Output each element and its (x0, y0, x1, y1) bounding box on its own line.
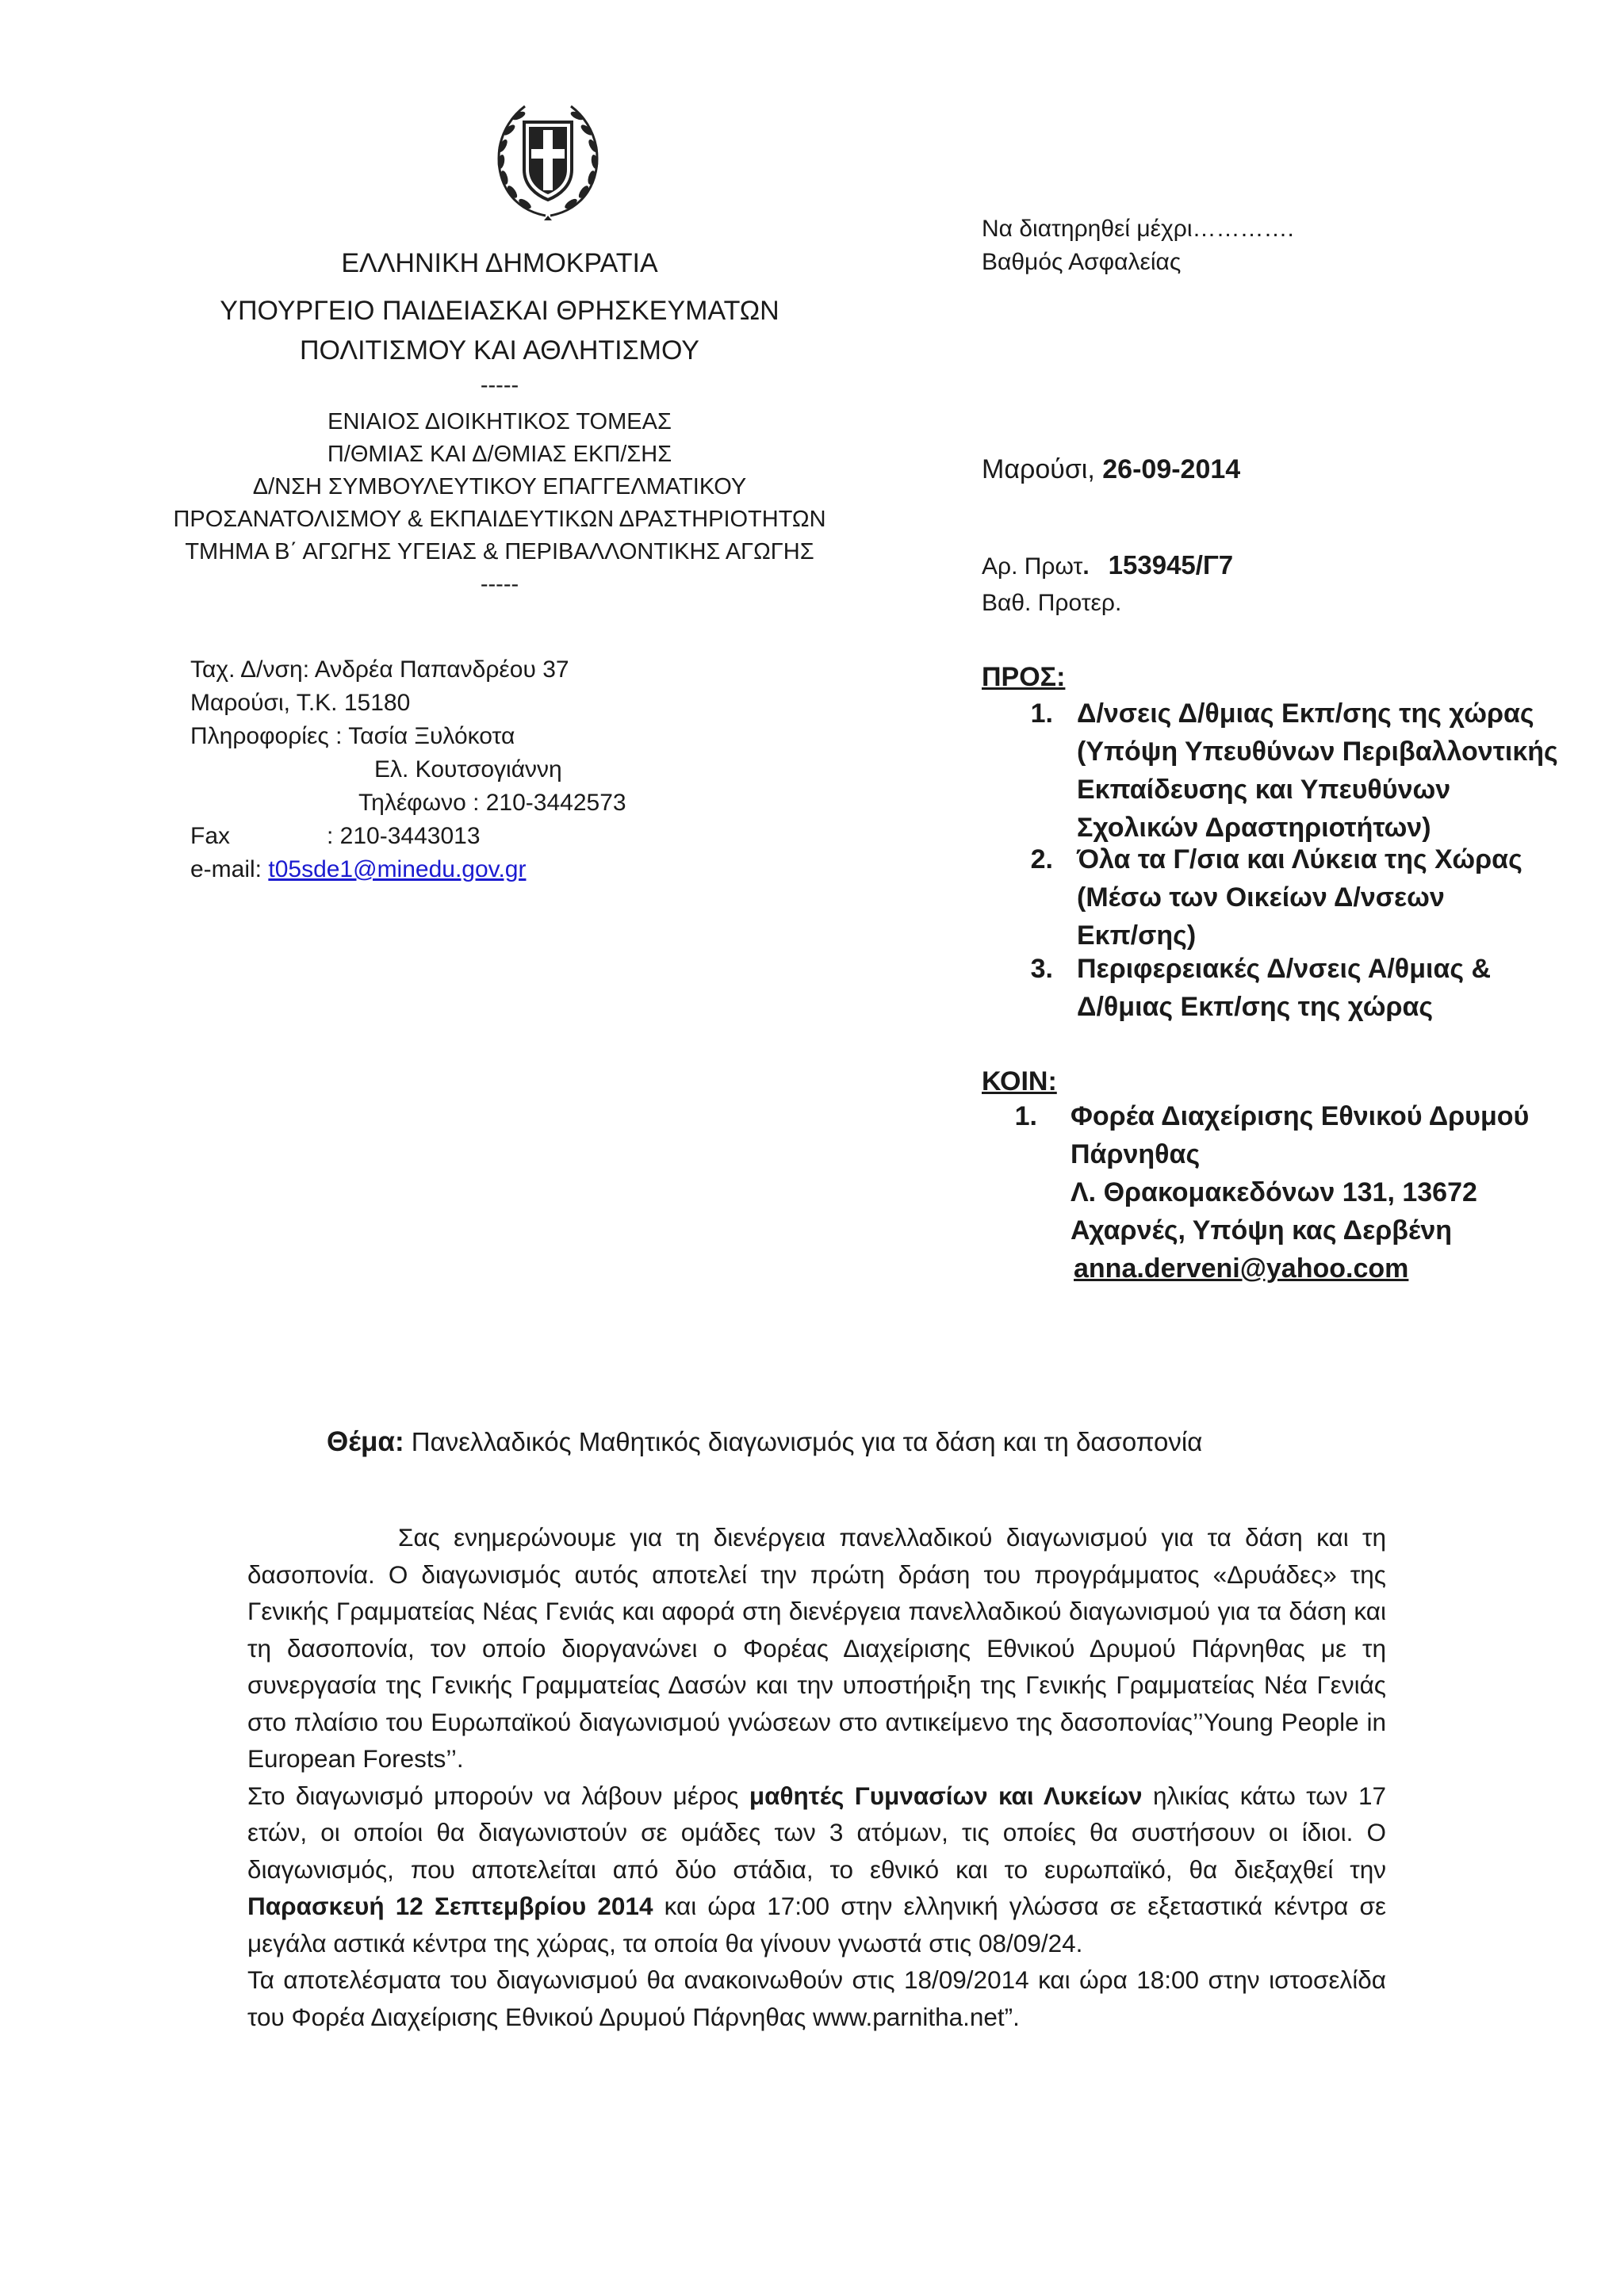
recipient-text (1077, 950, 1592, 1026)
department-line: Π/ΘΜΙΑΣ ΚΑΙ Δ/ΘΜΙΑΣ ΕΚΠ/ΣΗΣ (327, 442, 672, 467)
coat-of-arms-emblem (488, 98, 607, 221)
recipient-line: Όλα τα Γ/σια και Λύκεια της Χώρας (1077, 844, 1522, 874)
recipient-line: Εκπ/σης) (1077, 920, 1197, 951)
coat-of-arms-icon (488, 98, 607, 221)
protocol-dot: . (1082, 553, 1090, 580)
department-line: ΠΡΟΣΑΝΑΤΟΛΙΣΜΟΥ & ΕΚΠΑΙΔΕΥΤΙΚΩΝ ΔΡΑΣΤΗΡΙΟΤΗΤΩΝ (173, 507, 826, 532)
body-text: και ώρα 17:00 στην ελληνική γλώσσα σε εξεταστικά κέντρα σε μεγάλα αστικά κέντρα της χώρας, τα οποία θα γίνουν γνωστά στις 08/09/24. (247, 1892, 1386, 1957)
priority-level: Βαθ. Προτερ. (982, 590, 1122, 616)
ministry-line-2: ΠΟΛΙΤΙΣΜΟΥ ΚΑΙ ΑΘΛΗΤΙΣΜΟΥ (300, 335, 699, 365)
recipient-number: 3. (1030, 954, 1053, 984)
recipient-line: (Μέσω των Οικείων Δ/νσεων (1077, 882, 1445, 913)
separator: ----- (480, 572, 519, 597)
recipient-text (1077, 695, 1592, 847)
protocol-label: Αρ. Πρωτ (982, 553, 1083, 580)
separator: ----- (480, 373, 519, 398)
contact-info: Πληροφορίες : Τασία Ξυλόκοτα (190, 723, 515, 749)
fax-value: : 210-3443013 (327, 823, 481, 849)
cc-line: Πάρνηθας (1071, 1139, 1201, 1169)
classification-block (982, 212, 1537, 279)
cc-line: Αχαρνές, Υπόψη κας Δερβένη (1071, 1215, 1453, 1246)
recipient-number: 1. (1030, 698, 1053, 729)
body-text: Στο διαγωνισμό μπορούν να λάβουν μέρος (247, 1781, 749, 1810)
cc-email-link[interactable]: anna.derveni@yahoo.com (1074, 1253, 1409, 1284)
contact-block (190, 653, 745, 886)
body-text: ηλικίας κάτω των 17 ετών, οι οποίοι θα διαγωνιστούν σε ομάδες των 3 ατόμων, τις οποίες θα συστήσουν οι ίδιοι. Ο διαγωνισμός, που αποτελείται από δύο στάδια, το εθνικό και το ευρωπαϊκό, θα διεξαχθεί την (247, 1781, 1386, 1884)
cc-title: ΚΟΙΝ: (982, 1066, 1057, 1096)
email-link[interactable]: t05sde1@minedu.gov.gr (268, 856, 527, 882)
department-line: ΕΝΙΑΙΟΣ ΔΙΟΙΚΗΤΙΚΟΣ ΤΟΜΕΑΣ (327, 409, 672, 434)
cc-line: Φορέα Διαχείρισης Εθνικού Δρυμού (1071, 1101, 1530, 1131)
department-line: ΤΜΗΜΑ Β΄ ΑΓΩΓΗΣ ΥΓΕΙΑΣ & ΠΕΡΙΒΑΛΛΟΝΤΙΚΗΣ ΑΓΩΓΗΣ (185, 539, 814, 564)
letter-body (247, 1519, 1386, 2035)
recipient-line: Σχολικών Δραστηριοτήτων) (1077, 813, 1431, 843)
body-paragraph-2 (247, 1777, 1386, 1962)
cc-text (1071, 1097, 1586, 1288)
fax-label: Fax (190, 823, 231, 849)
contact-info-second: Ελ. Κουτσογιάννη (374, 756, 562, 783)
cc-number: 1. (1014, 1101, 1037, 1131)
cc-line: Λ. Θρακομακεδόνων 131, 13672 (1071, 1177, 1477, 1207)
recipient-text (1077, 840, 1592, 955)
protocol-number (982, 549, 1233, 584)
recipients-title: ΠΡΟΣ: (982, 662, 1066, 692)
recipient-number: 2. (1030, 844, 1053, 874)
recipient-line: Περιφερειακές Δ/νσεις Α/θμιας & (1077, 954, 1492, 984)
recipient-line: Δ/νσεις Δ/θμιας Εκπ/σης της χώρας (1077, 698, 1534, 729)
document-date (982, 450, 1240, 488)
recipient-line: (Υπόψη Υπευθύνων Περιβαλλοντικής (1077, 737, 1558, 767)
contact-email (190, 853, 745, 886)
body-paragraph-1: Σας ενημερώνουμε για τη διενέργεια πανελλαδικού διαγωνισμού για τα δάση και τη δασοπονία. Ο διαγωνισμός αυτός αποτελεί την πρώτη δράση του προγράμματος «Δρυάδες» της Γενικής Γραμματείας Νέας Γενιάς και αφορά στη διενέργεια πανελλαδικού διαγωνισμού για τα δάση και τη δασοπονία, τον οποίο διοργανώνει ο Φορέας Διαχείρισης Εθνικού Δρυμού Πάρνηθας με τη συνεργασία της Γενικής Γραμματείας Δασών και την υποστήριξη της Γενικής Γραμματείας Νέα Γενιάς στο πλαίσιο του Ευρωπαϊκού διαγωνισμού γνώσεων στο αντικείμενο της δασοπονίας’’Young People in European Forests’’. (247, 1523, 1386, 1773)
email-label: e-mail: (190, 856, 269, 882)
body-paragraph-3: Τα αποτελέσματα του διαγωνισμού θα ανακοινωθούν στις 18/09/2014 και ώρα 18:00 στην ιστοσελίδα του Φορέα Διαχείρισης Εθνικού Δρυμού Πάρνηθας www.parnitha.net”. (247, 1965, 1386, 2031)
subject-text: Πανελλαδικός Μαθητικός διαγωνισμός για τα δάση και τη δασοπονία (404, 1427, 1203, 1456)
recipient-line: Δ/θμιας Εκπ/σης της χώρας (1077, 992, 1434, 1022)
subject-line (327, 1424, 1202, 1460)
country-name: ΕΛΛΗΝΙΚΗ ΔΗΜΟΚΡΑΤΙΑ (341, 248, 658, 278)
security-level: Βαθμός Ασφαλείας (982, 249, 1182, 275)
date-value: 26-09-2014 (1102, 454, 1241, 484)
contact-phone: Τηλέφωνο : 210-3442573 (358, 790, 626, 816)
issuer-header (143, 244, 856, 601)
protocol-value: 153945/Γ7 (1108, 550, 1234, 580)
contact-address: Ταχ. Δ/νση: Ανδρέα Παπανδρέου 37 (190, 656, 569, 683)
body-emphasis: Παρασκευή 12 Σεπτεμβρίου 2014 (247, 1892, 653, 1920)
subject-label: Θέμα: (327, 1426, 404, 1457)
keep-until: Να διατηρηθεί μέχρι…………. (982, 216, 1294, 242)
body-emphasis: μαθητές Γυμνασίων και Λυκείων (749, 1781, 1143, 1810)
recipient-line: Εκπαίδευσης και Υπευθύνων (1077, 775, 1451, 805)
ministry-line-1: ΥΠΟΥΡΓΕΙΟ ΠΑΙΔΕΙΑΣΚΑΙ ΘΡΗΣΚΕΥΜΑΤΩΝ (220, 296, 779, 326)
contact-city: Μαρούσι, Τ.Κ. 15180 (190, 690, 411, 716)
department-line: Δ/ΝΣΗ ΣΥΜΒΟΥΛΕΥΤΙΚΟΥ ΕΠΑΓΓΕΛΜΑΤΙΚΟΥ (252, 474, 747, 499)
date-place: Μαρούσι, (982, 454, 1103, 484)
contact-fax (190, 820, 745, 853)
